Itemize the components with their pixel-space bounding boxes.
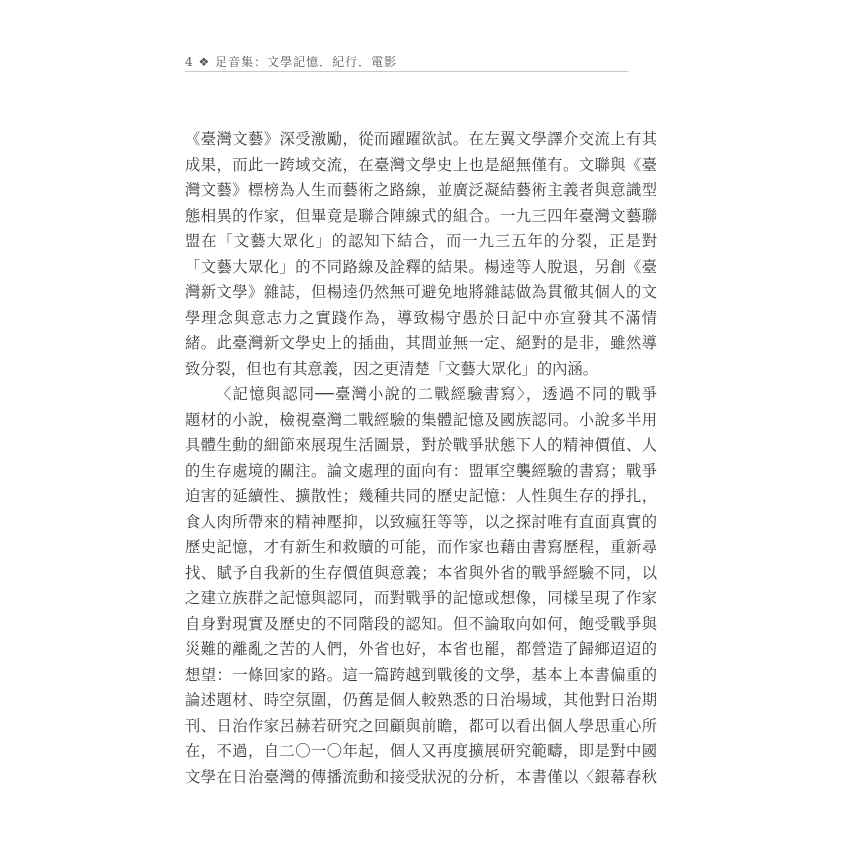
running-header xyxy=(185,53,628,72)
text-line: 之建立族群之記憶與認同，而對戰爭的記憶或想像，同樣呈現了作家 xyxy=(185,589,657,607)
text-line: 態相異的作家，但畢竟是聯合陣線式的組合。一九三四年臺灣文藝聯 xyxy=(185,206,657,225)
text-line: 盟在「文藝大眾化」的認知下結合，而一九三五年的分裂，正是對 xyxy=(185,232,657,250)
body-text xyxy=(185,127,657,790)
ornament-icon: ❖ xyxy=(198,55,211,69)
text-line: 致分裂，但也有其意義，因之更清楚「文藝大眾化」的內涵。 xyxy=(185,359,599,378)
paragraph-start-line: 〈記憶與認同──臺灣小說的二戰經驗書寫〉，透過不同的戰爭 xyxy=(216,385,657,403)
text-line: 歷史記憶，才有新生和救贖的可能，而作家也藉由書寫歷程，重新尋 xyxy=(185,538,657,556)
running-title: 足音集：文學記憶．紀行．電影 xyxy=(215,55,398,69)
text-line: 《臺灣文藝》深受激勵，從而躍躍欲試。在左翼文學譯介交流上有其 xyxy=(185,130,657,148)
text-line: 自身對現實及歷史的不同階段的認知。但不論取向如何，飽受戰爭與 xyxy=(185,614,657,633)
text-line: 「文藝大眾化」的不同路線及詮釋的結果。楊逵等人脫退，另創《臺 xyxy=(185,257,657,276)
text-line: 論述題材、時空氛圍，仍舊是個人較熟悉的日治場域，其他對日治期 xyxy=(185,691,657,709)
text-line: 迫害的延續性、擴散性；幾種共同的歷史記憶：人性與生存的掙扎， xyxy=(185,487,657,505)
text-line: 想望：一條回家的路。這一篇跨越到戰後的文學，基本上本書偏重的 xyxy=(185,665,657,684)
page-number: 4 xyxy=(185,55,194,69)
text-line: 在，不過，自二〇一〇年起，個人又再度擴展研究範疇，即是對中國 xyxy=(185,742,657,760)
text-line: 食人肉所帶來的精神壓抑，以致瘋狂等等，以之探討唯有直面真實的 xyxy=(185,512,657,531)
text-line: 成果，而此一跨域交流，在臺灣文學史上也是絕無僅有。文聯與《臺 xyxy=(185,155,657,174)
text-line: 的生存處境的關注。論文處理的面向有：盟軍空襲經驗的書寫；戰爭 xyxy=(185,461,657,480)
text-line: 灣新文學》雜誌，但楊逵仍然無可避免地將雜誌做為貫徹其個人的文 xyxy=(185,283,657,301)
text-line: 刊、日治作家呂赫若研究之回顧與前瞻，都可以看出個人學思重心所 xyxy=(185,716,657,735)
text-line: 緒。此臺灣新文學史上的插曲，其間並無一定、絕對的是非，雖然導 xyxy=(185,334,657,352)
text-line: 灣文藝》標榜為人生而藝術之路線，並廣泛凝結藝術主義者與意識型 xyxy=(185,181,657,199)
text-line: 文學在日治臺灣的傳播流動和接受狀況的分析，本書僅以〈銀幕春秋 xyxy=(185,767,657,786)
text-line: 災難的離亂之苦的人們，外省也好，本省也罷，都營造了歸鄉迢迢的 xyxy=(185,640,657,658)
text-line: 找、賦予自我新的生存價值與意義；本省與外省的戰爭經驗不同，以 xyxy=(185,563,657,582)
text-line: 學理念與意志力之實踐作為，導致楊守愚於日記中亦宣發其不滿情 xyxy=(185,308,657,327)
text-line: 題材的小說，檢視臺灣二戰經驗的集體記憶及國族認同。小說多半用 xyxy=(185,410,657,429)
text-line: 具體生動的細節來展現生活圖景，對於戰爭狀態下人的精神價值、人 xyxy=(185,436,657,454)
